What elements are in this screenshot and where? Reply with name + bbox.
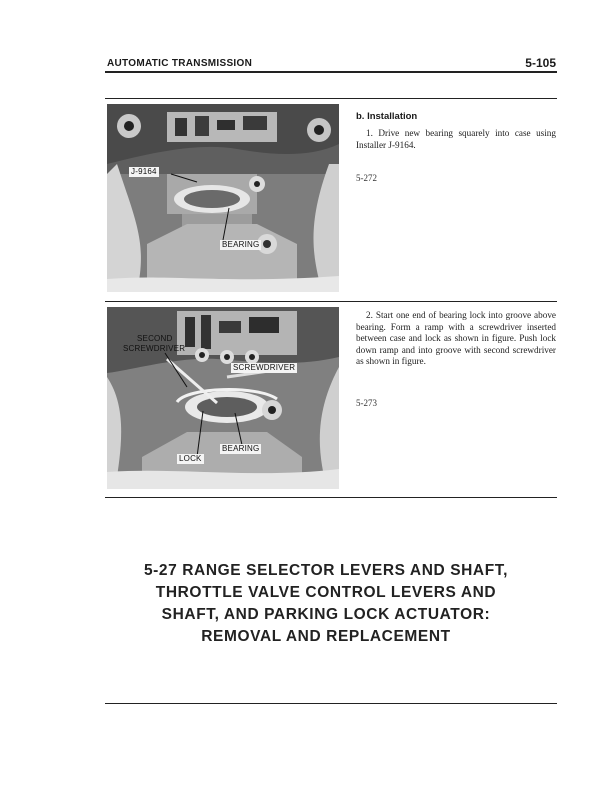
label-bearing-2: BEARING <box>222 444 260 453</box>
label-j9164: J-9164 <box>131 167 157 176</box>
section-title-line-2: THROTTLE VALVE CONTROL LEVERS AND <box>155 584 497 601</box>
label-second-screwdriver: SCREWDRIVER <box>123 344 186 353</box>
installation-heading: b. Installation <box>356 111 418 122</box>
figure2-bottom-rule <box>105 497 557 498</box>
chapter-title: AUTOMATIC TRANSMISSION <box>107 58 253 69</box>
figure2-top-rule <box>105 301 557 302</box>
figure2-photo <box>107 307 339 489</box>
figure-number-5-272: 5-272 <box>356 173 377 183</box>
figure1-photo <box>107 104 339 292</box>
transmission-case-illustration <box>107 104 339 292</box>
section-title-line-4: REMOVAL AND REPLACEMENT <box>201 628 451 645</box>
header-rule <box>105 71 557 73</box>
footer-rule <box>105 703 557 704</box>
figure1-top-rule <box>105 98 557 99</box>
label-screwdriver: SCREWDRIVER <box>233 363 296 372</box>
installation-step-1: 1. Drive new bearing squarely into case using Installer J-9164. <box>356 128 556 150</box>
installation-step-2: 2. Start one end of bearing lock into groove above bearing. Form a ramp with a screwdriver inserted between case and lock as shown in figure. Push lock down ramp and into groove with second screwdriver as shown in figure. <box>356 310 556 366</box>
page-number: 5-105 <box>525 56 556 70</box>
figure-number-5-273: 5-273 <box>356 398 377 408</box>
section-title-line-1: 5-27 RANGE SELECTOR LEVERS AND SHAFT, <box>143 562 509 579</box>
section-title-line-3: SHAFT, AND PARKING LOCK ACTUATOR: <box>161 606 491 623</box>
label-second: SECOND <box>137 334 173 343</box>
label-lock: LOCK <box>179 454 202 463</box>
label-bearing: BEARING <box>222 240 260 249</box>
section-title <box>100 560 552 648</box>
